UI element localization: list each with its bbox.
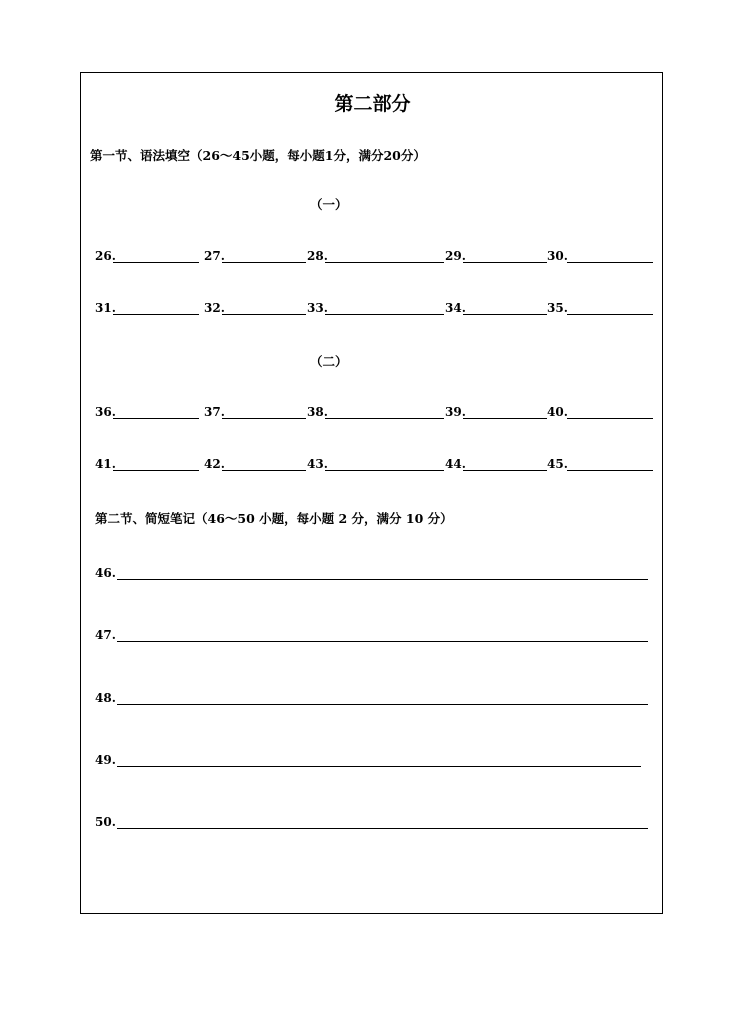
answer-line bbox=[117, 766, 641, 767]
section1-heading: 第一节、语法填空（26～45小题，每小题1分，满分20分） bbox=[90, 148, 426, 163]
question-number: 49. bbox=[95, 753, 116, 767]
question-number: 38. bbox=[307, 405, 328, 419]
question-number: 48. bbox=[95, 691, 116, 705]
question-number: 36. bbox=[95, 405, 116, 419]
blank-39[interactable] bbox=[445, 405, 466, 421]
blank-44[interactable] bbox=[445, 457, 466, 473]
blank-32[interactable] bbox=[204, 301, 225, 317]
question-number: 32. bbox=[204, 301, 225, 315]
answer-line bbox=[463, 262, 547, 263]
question-number: 35. bbox=[547, 301, 568, 315]
answer-line bbox=[117, 641, 648, 642]
question-number: 41. bbox=[95, 457, 116, 471]
answer-line bbox=[325, 470, 444, 471]
answer-line bbox=[113, 314, 199, 315]
blank-33[interactable] bbox=[307, 301, 328, 317]
part2-label: （二） bbox=[310, 354, 348, 369]
question-number: 39. bbox=[445, 405, 466, 419]
question-number: 33. bbox=[307, 301, 328, 315]
answer-line bbox=[113, 418, 199, 419]
question-number: 31. bbox=[95, 301, 116, 315]
blank-38[interactable] bbox=[307, 405, 328, 421]
answer-line bbox=[325, 262, 444, 263]
blank-30[interactable] bbox=[547, 249, 568, 265]
question-number: 34. bbox=[445, 301, 466, 315]
blank-45[interactable] bbox=[547, 457, 568, 473]
blank-35[interactable] bbox=[547, 301, 568, 317]
answer-line bbox=[222, 262, 306, 263]
answer-line bbox=[117, 704, 648, 705]
section2-heading: 第二节、简短笔记（46～50 小题，每小题 2 分，满分 10 分） bbox=[95, 511, 453, 526]
blank-37[interactable] bbox=[204, 405, 225, 421]
question-number: 29. bbox=[445, 249, 466, 263]
answer-line bbox=[463, 314, 547, 315]
question-number: 28. bbox=[307, 249, 328, 263]
blank-40[interactable] bbox=[547, 405, 568, 421]
question-number: 30. bbox=[547, 249, 568, 263]
blank-31[interactable] bbox=[95, 301, 116, 317]
question-number: 44. bbox=[445, 457, 466, 471]
question-number: 42. bbox=[204, 457, 225, 471]
answer-line bbox=[117, 579, 648, 580]
note-48[interactable] bbox=[95, 691, 655, 707]
answer-sheet-frame bbox=[80, 72, 663, 914]
question-number: 37. bbox=[204, 405, 225, 419]
page-title: 第二部分 bbox=[334, 93, 411, 115]
blank-29[interactable] bbox=[445, 249, 466, 265]
question-number: 26. bbox=[95, 249, 116, 263]
answer-line bbox=[222, 314, 306, 315]
blank-42[interactable] bbox=[204, 457, 225, 473]
part1-label: （一） bbox=[310, 197, 348, 212]
answer-line bbox=[222, 470, 306, 471]
blank-27[interactable] bbox=[204, 249, 225, 265]
note-47[interactable] bbox=[95, 628, 655, 644]
answer-line bbox=[222, 418, 306, 419]
question-number: 27. bbox=[204, 249, 225, 263]
answer-line bbox=[567, 418, 653, 419]
blank-41[interactable] bbox=[95, 457, 116, 473]
blank-34[interactable] bbox=[445, 301, 466, 317]
question-number: 46. bbox=[95, 566, 116, 580]
note-46[interactable] bbox=[95, 566, 655, 582]
answer-line bbox=[117, 828, 648, 829]
question-number: 47. bbox=[95, 628, 116, 642]
answer-line bbox=[113, 470, 199, 471]
question-number: 50. bbox=[95, 815, 116, 829]
note-49[interactable] bbox=[95, 753, 655, 769]
blank-43[interactable] bbox=[307, 457, 328, 473]
answer-line bbox=[325, 418, 444, 419]
question-number: 43. bbox=[307, 457, 328, 471]
answer-line bbox=[463, 418, 547, 419]
answer-line bbox=[567, 314, 653, 315]
question-number: 40. bbox=[547, 405, 568, 419]
blank-36[interactable] bbox=[95, 405, 116, 421]
answer-line bbox=[325, 314, 444, 315]
blank-28[interactable] bbox=[307, 249, 328, 265]
blank-26[interactable] bbox=[95, 249, 116, 265]
answer-line bbox=[463, 470, 547, 471]
answer-line bbox=[113, 262, 199, 263]
question-number: 45. bbox=[547, 457, 568, 471]
note-50[interactable] bbox=[95, 815, 655, 831]
answer-line bbox=[567, 262, 653, 263]
answer-line bbox=[567, 470, 653, 471]
